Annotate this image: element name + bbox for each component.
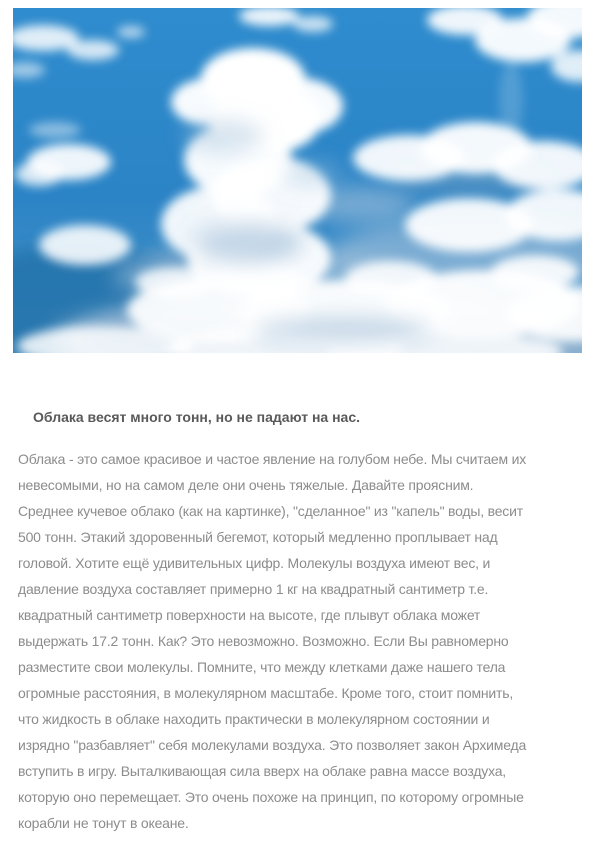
paragraph-line: корабли не тонут в океане. (18, 815, 189, 831)
article-body (18, 446, 593, 836)
paragraph-line: разместите свои молекулы. Помните, что между клетками даже нашего тела (18, 659, 506, 675)
cloud-photo-illustration (13, 8, 582, 353)
paragraph-line: квадратный сантиметр поверхности на высоте, где плывут облака может (18, 607, 481, 623)
paragraph-line: огромные расстояния, в молекулярном масштабе. Кроме того, стоит помнить, (18, 685, 514, 701)
paragraph-line: давление воздуха составляет примерно 1 кг на квадратный сантиметр т.е. (18, 581, 489, 597)
paragraph-line: что жидкость в облаке находить практически в молекулярном состоянии и (18, 711, 490, 727)
paragraph-line: изрядно "разбавляет" себя молекулами воздуха. Это позволяет закон Архимеда (18, 737, 527, 753)
article-title: Облака весят много тонн, но не падают на нас. (33, 409, 360, 425)
paragraph-line: 500 тонн. Этакий здоровенный бегемот, который медленно проплывает над (18, 529, 498, 545)
paragraph-line: вступить в игру. Выталкивающая сила вверх на облаке равна массе воздуха, (18, 763, 507, 779)
paragraph-line: невесомыми, но на самом деле они очень тяжелые. Давайте проясним. (18, 477, 474, 493)
paragraph-line: головой. Хотите ещё удивительных цифр. Молекулы воздуха имеют вес, и (18, 555, 491, 571)
paragraph-line: выдержать 17.2 тонн. Как? Это невозможно. Возможно. Если Вы равномерно (18, 633, 509, 649)
paragraph-line: которую оно перемещает. Это очень похоже на принцип, по которому огромные (18, 789, 524, 805)
cloud-photo (13, 8, 582, 353)
paragraph-line: Облака - это самое красивое и частое явление на голубом небе. Мы считаем их (18, 451, 527, 467)
paragraph-line: Среднее кучевое облако (как на картинке), "сделанное" из "капель" воды, весит (18, 503, 523, 519)
